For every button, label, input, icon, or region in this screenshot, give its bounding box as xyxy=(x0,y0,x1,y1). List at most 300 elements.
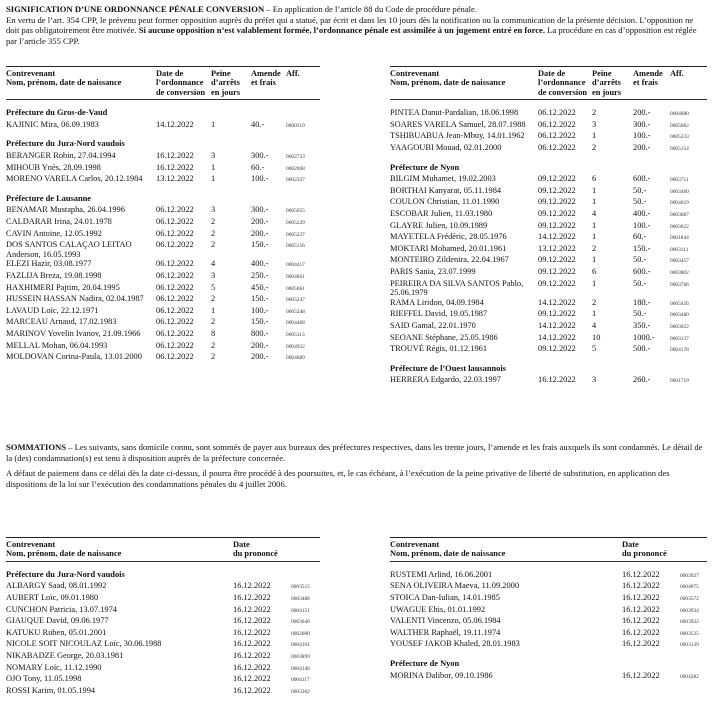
fine-amount: 400.- xyxy=(251,259,269,269)
decision-date: 16.12.2022 xyxy=(233,604,271,614)
header-text: Contrevenant Nom, prénom, date de naissance xyxy=(390,69,506,88)
days-count: 10 xyxy=(592,332,601,342)
table-row xyxy=(390,570,707,582)
decision-date: 16.12.2022 xyxy=(622,569,660,579)
conversion-date: 09.12.2022 xyxy=(538,197,576,207)
days-count: 2 xyxy=(592,108,597,118)
offender-name: BILGIM Muhamet, 19.02.2003 xyxy=(390,174,496,184)
conversion-date: 09.12.2022 xyxy=(538,185,576,195)
days-count: 1 xyxy=(592,197,597,207)
days-count: 2 xyxy=(211,294,216,304)
case-number: 0004151 xyxy=(291,607,310,614)
decision-date: 16.12.2022 xyxy=(233,593,271,602)
table-row xyxy=(6,294,320,306)
offender-name: ELEZI Hazir, 03.08.1977 xyxy=(6,259,92,269)
table-row xyxy=(390,232,707,244)
conversion-date: 14.12.2022 xyxy=(156,119,194,129)
prefecture-heading: Préfecture de Nyon xyxy=(390,658,460,668)
days-count: 3 xyxy=(211,151,216,160)
fine-amount: 50.- xyxy=(633,255,647,265)
fine-amount: 60.- xyxy=(251,162,265,172)
days-count: 1 xyxy=(592,131,597,141)
table-row xyxy=(390,344,707,356)
conversion-date: 09.12.2022 xyxy=(538,208,576,218)
case-number: 0003640 xyxy=(291,619,310,626)
offender-name: WALTHER Raphaël, 19.11.1974 xyxy=(390,627,501,637)
case-number: 0005456 xyxy=(670,300,689,307)
decision-date: 16.12.2022 xyxy=(622,616,660,626)
offender-name: ESCOBAR Julien, 11.03.1980 xyxy=(390,208,493,218)
header-offender xyxy=(6,67,156,100)
decision-date: 16.12.2022 xyxy=(233,662,271,672)
days-count: 4 xyxy=(592,208,597,218)
table-row xyxy=(6,120,320,132)
offender-name: BERANGER Robin, 27.04.1994 xyxy=(6,151,116,160)
case-number: 0000319 xyxy=(286,122,305,129)
fine-amount: 50.- xyxy=(633,197,647,207)
offender-name: AUBERT Loïc, 09.01.1980 xyxy=(6,593,99,602)
days-count: 6 xyxy=(592,266,597,276)
decision-date: 16.12.2022 xyxy=(622,604,660,614)
table-header-row xyxy=(6,67,320,100)
conversion-date: 14.12.2022 xyxy=(538,297,576,307)
conversion-date: 09.12.2022 xyxy=(538,220,576,230)
case-number: 0005055 xyxy=(286,208,305,215)
intro-paragraph xyxy=(6,15,706,47)
days-count: 4 xyxy=(592,320,597,330)
table-header-row xyxy=(390,538,707,561)
case-number: 0003927 xyxy=(680,572,699,579)
case-number: 0003922 xyxy=(680,619,699,626)
conversion-date: 06.12.2022 xyxy=(156,328,194,338)
sommations-table-right xyxy=(390,537,707,682)
case-number: 0003457 xyxy=(670,258,689,265)
conversion-heading: SIGNIFICATION D’UNE ORDONNANCE PÉNALE CONVERSION xyxy=(6,4,265,14)
offender-name: KAJINIC Mira, 06.09.1983 xyxy=(6,119,99,129)
offender-name: BORTHAI Kanyarat, 05.11.1984 xyxy=(390,185,502,195)
table-row xyxy=(390,174,707,186)
table-row xyxy=(6,352,320,364)
decision-date: 16.12.2022 xyxy=(233,616,271,626)
decision-date: 16.12.2022 xyxy=(233,627,271,637)
table-row xyxy=(390,186,707,198)
fine-amount: 300.- xyxy=(251,205,269,215)
conversion-date: 14.12.2022 xyxy=(538,232,576,242)
case-number: 0004178 xyxy=(670,347,689,354)
case-number: 0003622 xyxy=(670,223,689,230)
header-text: Contrevenant Nom, prénom, date de naissance xyxy=(390,540,506,559)
conversion-date: 06.12.2022 xyxy=(156,317,194,327)
header-case xyxy=(286,67,320,100)
conversion-table-left xyxy=(6,66,320,364)
decision-date: 16.12.2022 xyxy=(622,593,660,602)
decision-date: 16.12.2022 xyxy=(622,627,660,637)
days-count: 2 xyxy=(211,240,216,250)
decision-date: 16.12.2022 xyxy=(233,650,271,660)
days-count: 2 xyxy=(211,228,216,238)
case-number: 0004680 xyxy=(670,111,689,118)
fine-amount: 800.- xyxy=(251,328,269,338)
offender-name: UWAGUE Ehis, 01.01.1992 xyxy=(390,604,486,614)
fine-amount: 250.- xyxy=(251,270,269,280)
header-text: Date de l’ordonnance de conversion xyxy=(538,69,588,97)
offender-name: RIEFFEL David, 19.05.1987 xyxy=(390,309,488,319)
days-count: 3 xyxy=(592,375,597,385)
case-number: 0004146 xyxy=(291,665,310,672)
table-row xyxy=(6,205,320,217)
conversion-table xyxy=(6,67,320,364)
case-number: 0003302 xyxy=(291,688,310,695)
days-count: 1 xyxy=(211,305,216,315)
table-row xyxy=(390,309,707,321)
offender-name: HERRERA Edgardo, 22.03.1997 xyxy=(390,375,501,385)
fine-amount: 200.- xyxy=(251,228,269,238)
prefecture-heading: Préfecture de Lausanne xyxy=(6,193,91,203)
table-row xyxy=(6,217,320,229)
table-row xyxy=(390,197,707,209)
fine-amount: 100.- xyxy=(633,131,651,141)
header-decision-date xyxy=(622,538,707,561)
case-number: 0003766 xyxy=(670,281,689,288)
table-row xyxy=(6,306,320,318)
conversion-date: 06.12.2022 xyxy=(156,294,194,304)
offender-name: HUSSEIN HASSAN Nadira, 02.04.1987 xyxy=(6,294,144,304)
conversion-table xyxy=(390,67,707,387)
conversion-date: 06.12.2022 xyxy=(156,216,194,226)
decision-date: 16.12.2022 xyxy=(233,581,271,591)
decision-date: 16.12.2022 xyxy=(233,639,271,649)
table-row xyxy=(6,686,320,698)
days-count: 1 xyxy=(592,278,597,288)
conversion-date: 06.12.2022 xyxy=(538,108,576,118)
fine-amount: 150.- xyxy=(633,243,651,253)
case-number: 0003137 xyxy=(670,335,689,342)
days-count: 1 xyxy=(211,119,216,129)
fine-amount: 60.- xyxy=(633,232,647,242)
fine-amount: 600.- xyxy=(633,266,651,276)
offender-name: GLAYRE Julien, 10.09.1989 xyxy=(390,220,488,230)
fine-amount: 300.- xyxy=(633,119,651,129)
section-heading-row xyxy=(390,356,707,376)
case-number: 0004117 xyxy=(291,677,310,684)
offender-name: PINTEA Danut-Pardalian, 18.06.1998 xyxy=(390,108,519,118)
table-row xyxy=(390,143,707,155)
table-row xyxy=(6,283,320,295)
case-number: 0004661 xyxy=(286,273,305,280)
case-number: 0005237 xyxy=(286,231,305,238)
fine-amount: 50.- xyxy=(633,309,647,319)
offender-name: STOICA Dan-Iulian, 14.01.1985 xyxy=(390,593,500,602)
case-number: 0001844 xyxy=(670,235,689,242)
table-row xyxy=(390,298,707,310)
header-offender xyxy=(390,67,538,100)
header-case xyxy=(670,67,707,100)
header-days xyxy=(592,67,633,100)
case-number: 0003139 xyxy=(680,642,699,649)
conversion-date: 09.12.2022 xyxy=(538,344,576,354)
table-row xyxy=(6,271,320,283)
days-count: 3 xyxy=(211,205,216,215)
conversion-date: 06.12.2022 xyxy=(156,340,194,350)
sommations-table xyxy=(6,538,320,697)
fine-amount: 260.- xyxy=(633,375,651,385)
section-heading-row xyxy=(390,155,707,175)
conversion-date: 09.12.2022 xyxy=(538,278,576,288)
intro-text-tail: La procédure en cas d’opposition est réglée par l’article 355 CPP. xyxy=(6,25,697,46)
table-row xyxy=(390,671,707,683)
table-row xyxy=(390,108,707,120)
fine-amount: 200.- xyxy=(251,340,269,350)
case-number: 0003515 xyxy=(291,584,310,591)
table-row xyxy=(390,581,707,593)
conversion-date: 06.12.2022 xyxy=(156,305,194,315)
days-count: 1 xyxy=(592,185,597,195)
header-text: Date du prononcé xyxy=(233,540,278,559)
days-count: 6 xyxy=(592,174,597,184)
case-number: 0003687 xyxy=(670,211,689,218)
fine-amount: 200.- xyxy=(251,352,269,362)
offender-name: MARCEAU Arnaud, 17.02.1983 xyxy=(6,317,117,327)
offender-name: HAXHIMERI Pajtim, 20.04.1995 xyxy=(6,282,120,292)
offender-name: COULON Christian, 11.01.1990 xyxy=(390,197,500,207)
case-number: 0004689 xyxy=(286,355,305,362)
decision-date: 16.12.2022 xyxy=(622,581,660,591)
table-row xyxy=(6,605,320,617)
conversion-date: 09.12.2022 xyxy=(538,266,576,276)
days-count: 1 xyxy=(592,309,597,319)
table-row xyxy=(390,593,707,605)
offender-name: YAAGOUBI Mouad, 02.01.2000 xyxy=(390,143,502,152)
header-text: Peine d’arrêts en jours xyxy=(211,69,241,97)
fine-amount: 500.- xyxy=(633,344,651,354)
header-text: Contrevenant Nom, prénom, date de naissance xyxy=(6,540,122,559)
conversion-date: 06.12.2022 xyxy=(156,240,194,250)
fine-amount: 200.- xyxy=(633,108,651,118)
conversion-date: 06.12.2022 xyxy=(156,205,194,215)
offender-name: BENAMAR Mustapha, 26.04.1996 xyxy=(6,205,125,215)
case-number: 0003525 xyxy=(680,630,699,637)
case-number: 0003488 xyxy=(291,596,310,602)
offender-name: KATUKU Ruben, 05.01.2001 xyxy=(6,627,107,637)
prefecture-heading: Préfecture du Jura-Nord vaudois xyxy=(6,569,125,579)
table-row xyxy=(6,628,320,640)
sommations-text: – Les suivants, sans domicile connu, sont sommés de payer aux bureaux des préfectures respectives, dans les trente jours, l’amende et les frais auxquels ils sont condamnés. Le détail de la (des) condamnation(s) est tenu à disposition auprès de la préfecture concernée. xyxy=(6,442,703,463)
conversion-date: 13.12.2022 xyxy=(538,243,576,253)
conversion-date: 06.12.2022 xyxy=(156,270,194,280)
offender-name: MORENO VARELA Carlos, 20.12.1984 xyxy=(6,174,143,184)
offender-name: LAVAUD Loïc, 22.12.1971 xyxy=(6,305,99,315)
header-text: Date de l’ordonnance de conversion xyxy=(156,69,206,97)
fine-amount: 40.- xyxy=(251,119,265,129)
days-count: 1 xyxy=(592,220,597,230)
table-row xyxy=(6,174,320,186)
intro-text-bold: Si aucune opposition n’est valablement formée, l’ordonnance pénale est assimilée à un jugement entré en force. xyxy=(138,25,546,36)
header-text: Amende et frais xyxy=(251,69,281,88)
offender-name: RUSTEMI Arlind, 16.06.2001 xyxy=(390,569,493,579)
table-row xyxy=(390,267,707,279)
header-amount xyxy=(633,67,670,100)
table-row xyxy=(390,375,707,387)
case-number: 0005113 xyxy=(286,331,305,338)
table-row xyxy=(6,229,320,241)
conversion-heading-tail: – En application de l’article 88 du Code de procédure pénale. xyxy=(264,4,478,14)
table-row xyxy=(390,616,707,628)
fine-amount: 100.- xyxy=(251,305,269,315)
header-text: Peine d’arrêts en jours xyxy=(592,69,622,97)
conversion-date: 06.12.2022 xyxy=(538,143,576,152)
table-row xyxy=(6,341,320,353)
table-row xyxy=(6,639,320,651)
conversion-date: 13.12.2022 xyxy=(156,174,194,184)
case-number: 0003711 xyxy=(670,177,689,184)
case-number: 0005082 xyxy=(670,122,689,129)
conversion-date: 06.12.2022 xyxy=(156,259,194,269)
fine-amount: 400.- xyxy=(633,208,651,218)
sommations-block xyxy=(6,442,706,494)
offender-name: DOS SANTOS CALAÇAO LEITAO Anderson, 16.05.1993 xyxy=(6,240,132,259)
conversion-date: 09.12.2022 xyxy=(538,255,576,265)
case-number: 0005233 xyxy=(670,134,689,141)
table-row xyxy=(390,321,707,333)
table-row xyxy=(6,240,320,259)
fine-amount: 50.- xyxy=(633,278,647,288)
table-row xyxy=(6,163,320,175)
conversion-date: 06.12.2022 xyxy=(538,119,576,129)
prefecture-heading: Préfecture de Nyon xyxy=(390,162,460,172)
case-number: 0005154 xyxy=(670,146,689,152)
case-number: 0005061 xyxy=(286,285,305,292)
conversion-date: 14.12.2022 xyxy=(538,320,576,330)
offender-name: MONTEIRO Zildenira, 22.04.1967 xyxy=(390,255,509,265)
header-text: Date du prononcé xyxy=(622,540,667,559)
conversion-date: 16.12.2022 xyxy=(156,151,194,160)
days-count: 1 xyxy=(211,174,216,184)
case-number: 0005229 xyxy=(286,219,305,226)
header-offender xyxy=(6,538,233,561)
days-count: 2 xyxy=(211,317,216,327)
conversion-date: 16.12.2022 xyxy=(156,162,194,172)
table-row xyxy=(390,639,707,651)
prefecture-heading: Préfecture du Jura-Nord vaudois xyxy=(6,139,125,149)
decision-date: 16.12.2022 xyxy=(622,670,660,680)
fine-amount: 450.- xyxy=(251,282,269,292)
days-count: 2 xyxy=(211,352,216,362)
offender-name: TSHIBUABUA Jean-Mbuy, 14.01.1962 xyxy=(390,131,525,141)
offender-name: VALENTI Vincenzo, 05.06.1984 xyxy=(390,616,501,626)
offender-name: MIHOUB Ynès, 28.09.1998 xyxy=(6,162,101,172)
conversion-date: 06.12.2022 xyxy=(156,282,194,292)
table-row xyxy=(390,279,707,298)
case-number: 0003460 xyxy=(670,188,689,195)
prefecture-heading: Préfecture du Gros-de-Vaud xyxy=(6,108,108,118)
offender-name: MAYETELA Frédéric, 28.05.1976 xyxy=(390,232,507,242)
case-number: 0004932 xyxy=(286,343,305,350)
conversion-date: 16.12.2022 xyxy=(538,375,576,385)
spacer-row xyxy=(390,561,707,570)
days-count: 5 xyxy=(592,344,597,354)
table-row xyxy=(390,209,707,221)
offender-name: SEOANE Stéphane, 25.05.1986 xyxy=(390,332,498,342)
table-header-row xyxy=(6,538,320,561)
table-row xyxy=(390,120,707,132)
case-number: 0004282 xyxy=(680,673,699,680)
table-row xyxy=(390,605,707,617)
case-number: 0002000 xyxy=(291,630,310,637)
table-row xyxy=(6,151,320,163)
fine-amount: 150.- xyxy=(251,240,269,250)
fine-amount: 600.- xyxy=(633,174,651,184)
offender-name: FAZLIJA Breza, 19.08.1998 xyxy=(6,270,102,280)
days-count: 2 xyxy=(211,216,216,226)
conversion-date: 14.12.2022 xyxy=(538,332,576,342)
offender-name: NIKABADZE George, 20.03.1981 xyxy=(6,650,124,660)
case-number: 0001719 xyxy=(670,378,689,385)
table-row xyxy=(6,663,320,675)
section-heading-row xyxy=(6,131,320,151)
table-row xyxy=(6,259,320,271)
header-conversion-date xyxy=(156,67,211,100)
offender-name: NICOLE SOIT NICOULAZ Loïc, 30.06.1988 xyxy=(6,639,162,649)
offender-name: MORINA Dalibor, 09.10.1986 xyxy=(390,670,493,680)
case-number: 0005156 xyxy=(286,243,305,250)
days-count: 1 xyxy=(592,255,597,265)
fine-amount: 50.- xyxy=(633,185,647,195)
offender-name: PARIS Sania, 23.07.1999 xyxy=(390,266,476,276)
fine-amount: 180.- xyxy=(633,297,651,307)
case-number: 0003934 xyxy=(680,607,699,614)
case-number: 0002723 xyxy=(286,154,305,160)
offender-name: ROSSI Karim, 01.05.1994 xyxy=(6,685,96,695)
days-count: 2 xyxy=(592,143,597,152)
spacer-row xyxy=(390,100,707,109)
prefecture-heading: Préfecture de l’Ouest lausannois xyxy=(390,363,506,373)
conversion-date: 06.12.2022 xyxy=(156,352,194,362)
table-row xyxy=(390,131,707,143)
days-count: 2 xyxy=(211,340,216,350)
header-text: Amende et frais xyxy=(633,69,663,88)
offender-name: MOLDOVAN Corina-Paula, 13.01.2000 xyxy=(6,352,142,362)
conversion-date: 09.12.2022 xyxy=(538,174,576,184)
case-number: 0004417 xyxy=(286,262,305,269)
header-text: Aff. xyxy=(670,69,684,78)
case-number: 0003022 xyxy=(670,323,689,330)
days-count: 1 xyxy=(211,162,216,172)
offender-name: CUNCHON Patricia, 13.07.1974 xyxy=(6,604,117,614)
decision-date: 16.12.2022 xyxy=(233,674,271,684)
table-row xyxy=(390,221,707,233)
header-amount xyxy=(251,67,286,100)
fine-amount: 350.- xyxy=(633,320,651,330)
header-text: Aff. xyxy=(286,69,300,78)
section-heading-row xyxy=(6,100,320,120)
offender-name: YOUSEF JAKOB Khaled, 28.01.1983 xyxy=(390,639,520,649)
offender-name: CAVIN Antoine, 12.05.1992 xyxy=(6,228,102,238)
case-number: 0004468 xyxy=(286,320,305,327)
fine-amount: 150.- xyxy=(251,294,269,304)
sommations-paragraph-2: A défaut de paiement dans ce délai dès la date ci-dessus, il pourra être procédé à des poursuites, et, le cas échéant, à l’exécution de la peine privative de liberté de substitution, en application des dispositions de la loi sur l’exécution des condamnations pénales du 4 juillet 2006. xyxy=(6,468,670,489)
table-row xyxy=(6,317,320,329)
case-number: 0002068 xyxy=(286,165,305,172)
days-count: 3 xyxy=(211,270,216,280)
section-heading-row xyxy=(390,651,707,671)
conversion-date: 06.12.2022 xyxy=(156,228,194,238)
header-decision-date xyxy=(233,538,320,561)
offender-name: GIAUQUE David, 09.06.1977 xyxy=(6,616,109,626)
sommations-table-left xyxy=(6,537,320,697)
header-text: Contrevenant Nom, prénom, date de naissance xyxy=(6,69,122,88)
offender-name: MARINOV Yovelin Ivanov, 21.09.1966 xyxy=(6,328,141,338)
offender-name: MELLAL Mohan, 06.04.1993 xyxy=(6,340,108,350)
